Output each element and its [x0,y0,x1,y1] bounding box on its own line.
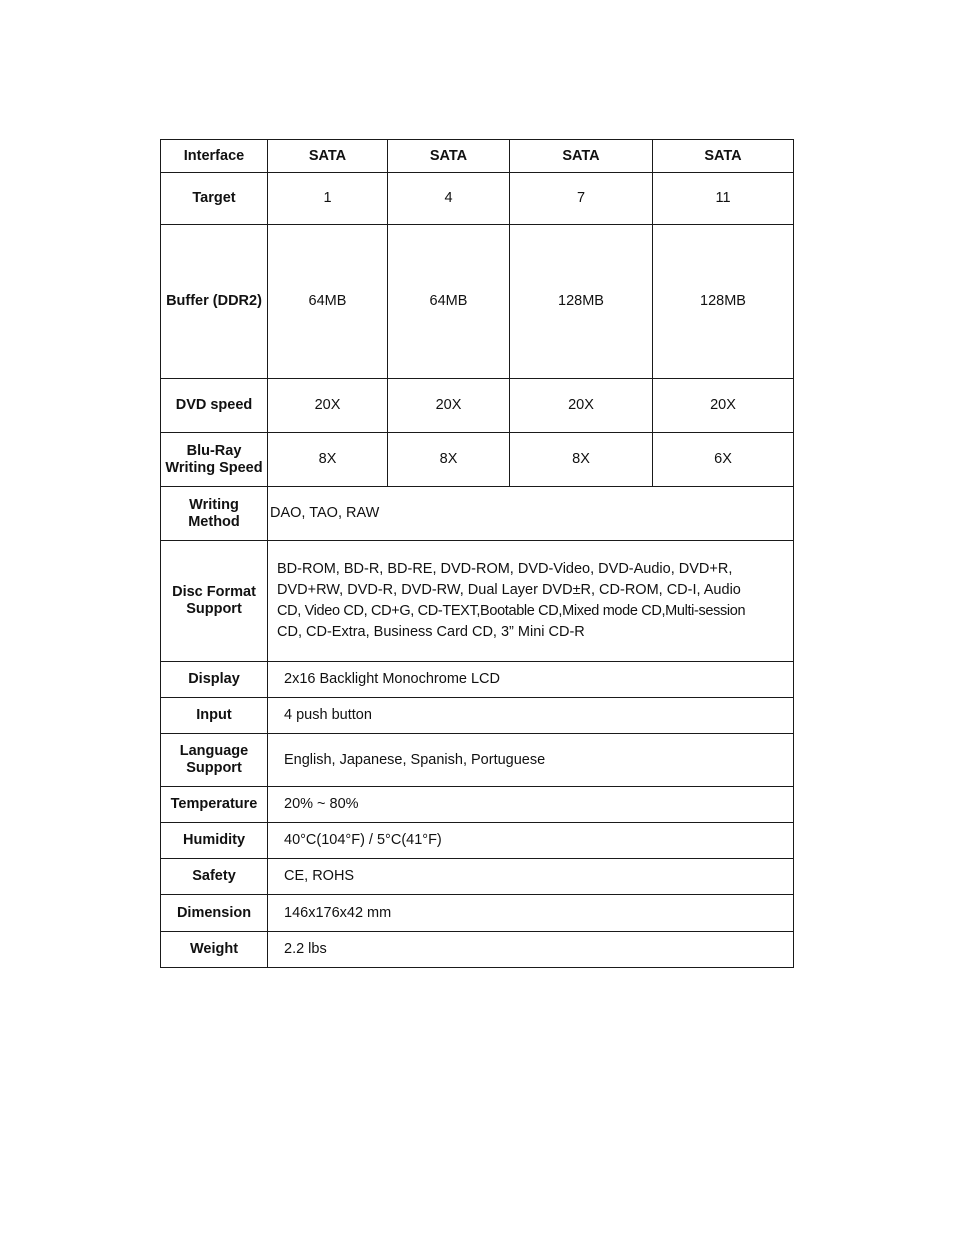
row-input [161,698,794,734]
row-dvd-speed [161,379,794,433]
value-input: 4 push button [268,698,794,734]
value-display: 2x16 Backlight Monochrome LCD [268,662,794,698]
disc-format-line-1: BD-ROM, BD-R, BD-RE, DVD-ROM, DVD-Video, DVD-Audio, DVD+R, [277,561,733,577]
label-bluray-line1: Blu-Ray [186,442,242,459]
value-temperature: 20% ~ 80% [268,787,794,823]
row-bluray-speed [161,433,794,487]
disc-format-line-3: CD, Video CD, CD+G, CD-TEXT,Bootable CD,Mixed mode CD,Multi-session [277,603,746,619]
cell-buffer-1: 64MB [268,225,388,379]
cell-buffer-4: 128MB [653,225,794,379]
row-display [161,662,794,698]
cell-bluray-2: 8X [388,433,510,487]
label-target: Target [161,173,268,225]
cell-target-3: 7 [510,173,653,225]
value-dimension: 146x176x42 mm [268,895,794,932]
row-disc-format [161,541,794,662]
cell-target-1: 1 [268,173,388,225]
value-disc-format [268,541,794,662]
label-bluray-line2: Writing Speed [165,459,263,476]
label-writing-method [161,487,268,541]
row-temperature [161,787,794,823]
label-writing-line2: Method [188,513,240,530]
label-language-line1: Language [179,743,249,759]
cell-target-2: 4 [388,173,510,225]
disc-format-line-4: CD, CD-Extra, Business Card CD, 3” Mini CD-R [277,624,585,640]
label-interface: Interface [161,140,268,173]
cell-bluray-4: 6X [653,433,794,487]
cell-interface-2: SATA [388,140,510,173]
label-dvd-speed: DVD speed [161,379,268,433]
cell-interface-3: SATA [510,140,653,173]
label-disc-line1: Disc Format [172,584,256,600]
row-safety [161,859,794,895]
cell-buffer-2: 64MB [388,225,510,379]
label-buffer: Buffer (DDR2) [161,225,268,379]
label-dimension: Dimension [161,895,268,932]
row-buffer [161,225,794,379]
label-language [161,734,268,787]
disc-format-line-2: DVD+RW, DVD-R, DVD-RW, Dual Layer DVD±R, CD-ROM, CD-I, Audio [277,582,741,598]
label-safety: Safety [161,859,268,895]
spec-table [160,139,794,968]
row-interface [161,140,794,173]
cell-dvd-speed-3: 20X [510,379,653,433]
row-dimension [161,895,794,932]
label-bluray-speed [161,433,268,487]
value-safety: CE, ROHS [268,859,794,895]
cell-target-4: 11 [653,173,794,225]
value-weight: 2.2 lbs [268,932,794,968]
row-writing-method [161,487,794,541]
value-humidity: 40°C(104°F) / 5°C(41°F) [268,823,794,859]
label-disc-format [161,541,268,662]
label-language-line2: Support [186,760,242,776]
cell-dvd-speed-2: 20X [388,379,510,433]
cell-bluray-3: 8X [510,433,653,487]
row-target [161,173,794,225]
row-language [161,734,794,787]
row-weight [161,932,794,968]
cell-dvd-speed-1: 20X [268,379,388,433]
label-weight: Weight [161,932,268,968]
label-humidity: Humidity [161,823,268,859]
label-writing-line1: Writing [189,496,239,513]
row-humidity [161,823,794,859]
label-temperature: Temperature [161,787,268,823]
cell-interface-1: SATA [268,140,388,173]
label-disc-line2: Support [186,601,242,617]
cell-dvd-speed-4: 20X [653,379,794,433]
label-display: Display [161,662,268,698]
cell-bluray-1: 8X [268,433,388,487]
value-writing-method: DAO, TAO, RAW [268,487,794,541]
label-input: Input [161,698,268,734]
value-language: English, Japanese, Spanish, Portuguese [268,734,794,787]
cell-buffer-3: 128MB [510,225,653,379]
cell-interface-4: SATA [653,140,794,173]
